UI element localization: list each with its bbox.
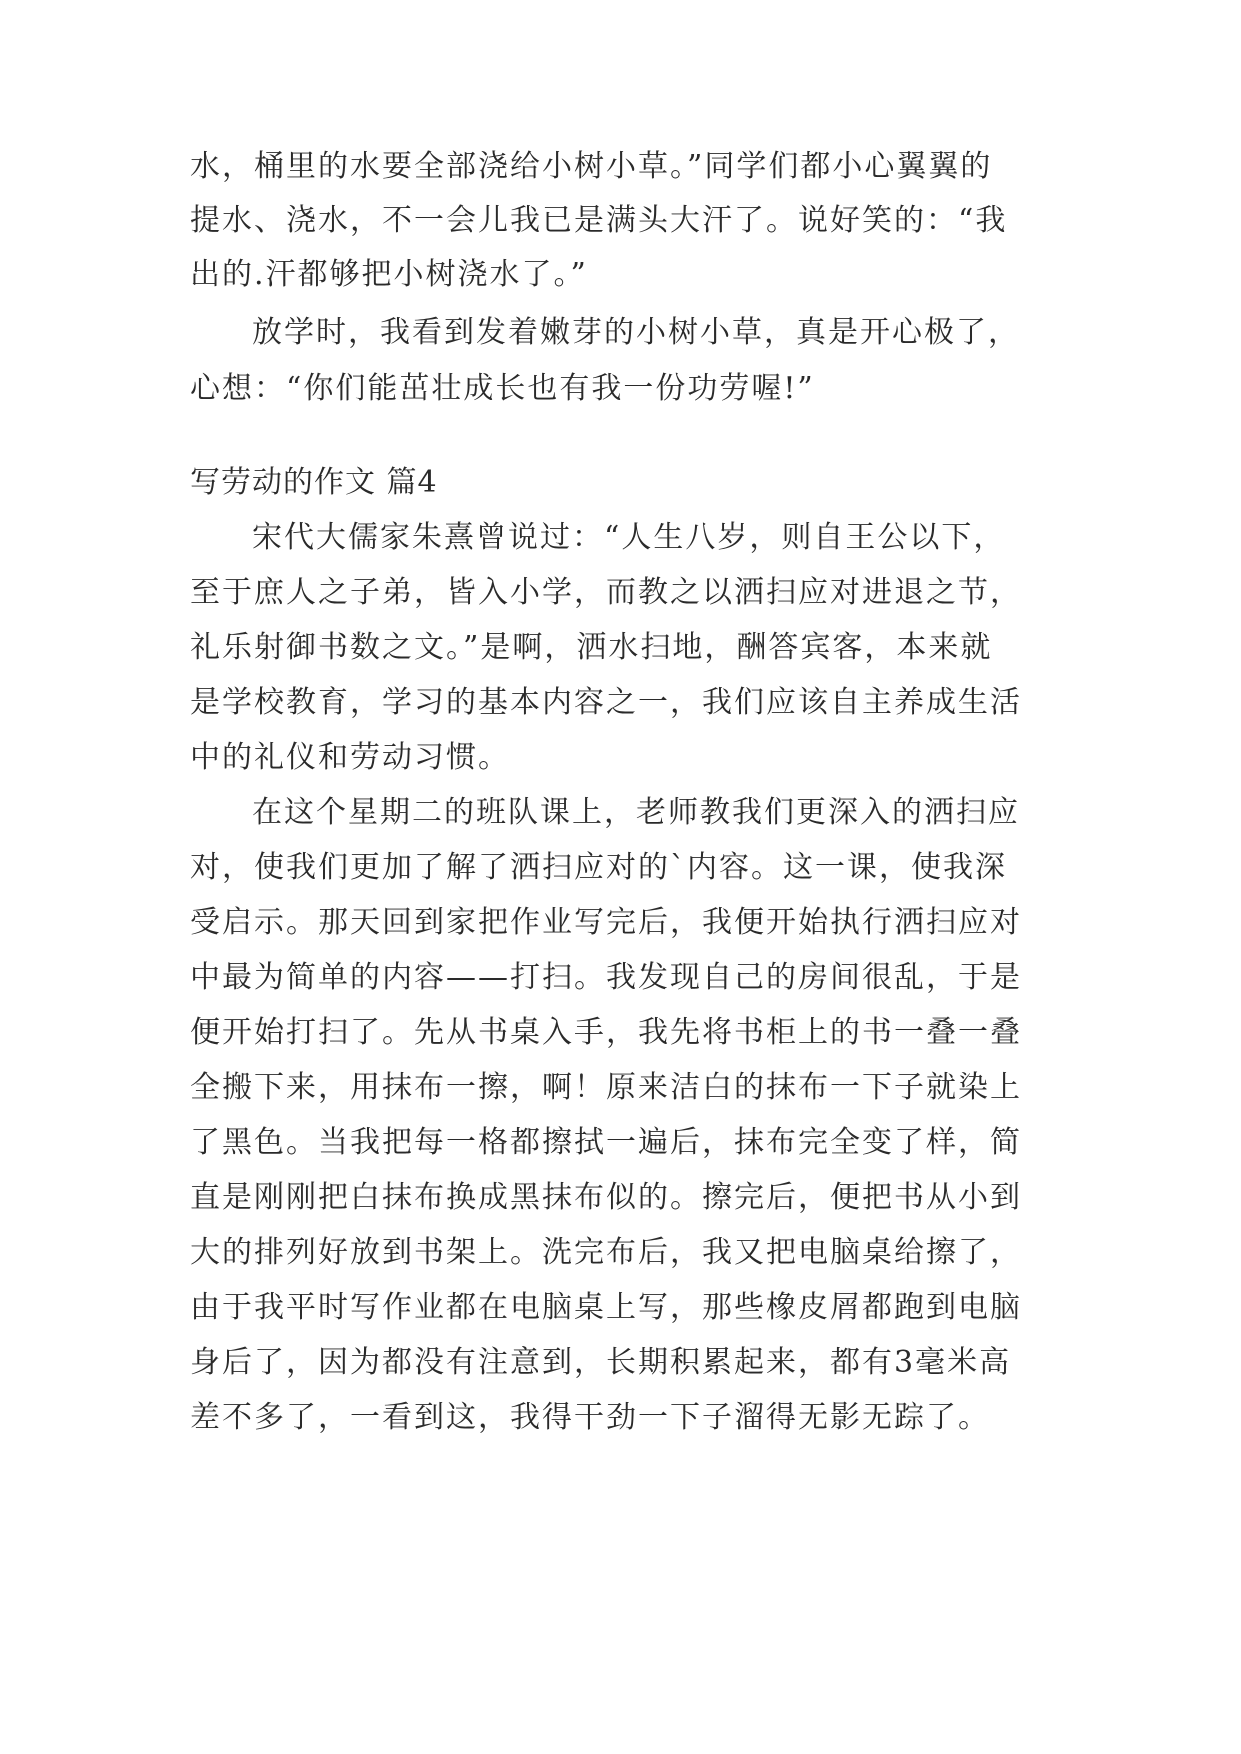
- text-line: 礼乐射御书数之文。”是啊，洒水扫地，酬答宾客，本来就: [190, 630, 993, 665]
- section-heading: 写劳动的作文 篇4: [190, 465, 438, 500]
- text-line: 出的.汗都够把小树浇水了。”: [190, 257, 588, 292]
- text-line: 对，使我们更加了解了洒扫应对的`内容。这一课，使我深: [190, 850, 1007, 885]
- text-line: 水，桶里的水要全部浇给小树小草。”同学们都小心翼翼的: [190, 149, 993, 184]
- text-line: 了黑色。当我把每一格都擦拭一遍后，抹布完全变了样，简: [190, 1125, 1022, 1160]
- text-line: 身后了，因为都没有注意到，长期积累起来，都有3毫米高: [190, 1345, 1012, 1380]
- text-line: 大的排列好放到书架上。洗完布后，我又把电脑桌给擦了，: [190, 1235, 1022, 1270]
- text-line: 至于庶人之子弟，皆入小学，而教之以洒扫应对进退之节，: [190, 575, 1022, 610]
- text-line: 放学时，我看到发着嫩芽的小树小草，真是开心极了，: [252, 315, 1020, 350]
- text-line: 是学校教育，学习的基本内容之一，我们应该自主养成生活: [190, 685, 1022, 720]
- text-line: 便开始打扫了。先从书桌入手，我先将书柜上的书一叠一叠: [190, 1015, 1022, 1050]
- text-line: 由于我平时写作业都在电脑桌上写，那些橡皮屑都跑到电脑: [190, 1290, 1022, 1325]
- text-line: 中最为简单的内容——打扫。我发现自己的房间很乱，于是: [190, 960, 1022, 995]
- text-line: 提水、浇水，不一会儿我已是满头大汗了。说好笑的：“我: [190, 203, 1008, 238]
- text-line: 全搬下来，用抹布一擦，啊！原来洁白的抹布一下子就染上: [190, 1070, 1022, 1105]
- text-line: 宋代大儒家朱熹曾说过：“人生八岁，则自王公以下，: [252, 520, 1006, 555]
- text-line: 心想：“你们能茁壮成长也有我一份功劳喔!”: [190, 371, 815, 406]
- text-line: 直是刚刚把白抹布换成黑抹布似的。擦完后，便把书从小到: [190, 1180, 1022, 1215]
- text-line: 受启示。那天回到家把作业写完后，我便开始执行洒扫应对: [190, 905, 1022, 940]
- text-line: 中的礼仪和劳动习惯。: [190, 740, 510, 775]
- text-line: 差不多了，一看到这，我得干劲一下子溜得无影无踪了。: [190, 1400, 990, 1435]
- text-line: 在这个星期二的班队课上，老师教我们更深入的洒扫应: [252, 795, 1020, 830]
